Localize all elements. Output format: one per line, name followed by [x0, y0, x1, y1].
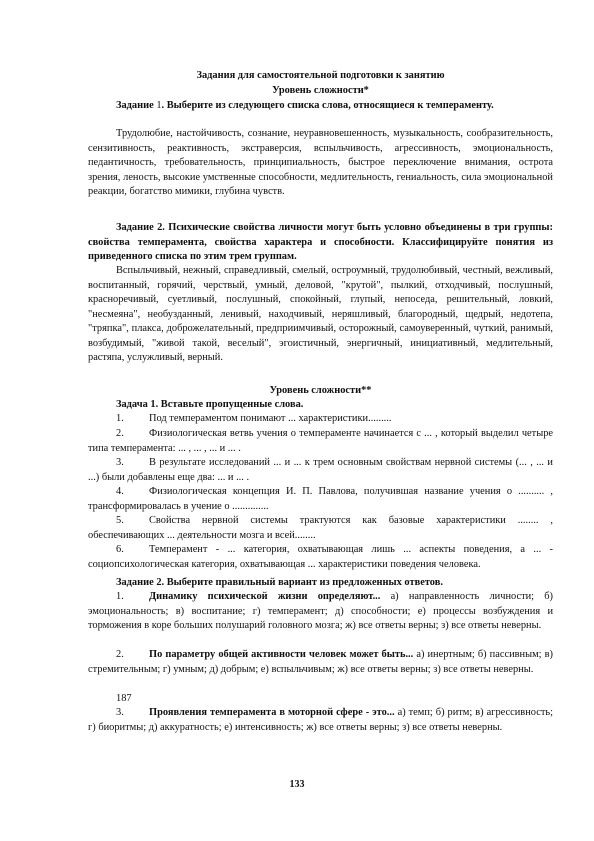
zadanie2-heading: Задание 2. Выберите правильный вариант из предложенных ответов.: [116, 577, 443, 588]
list-item: 2. По параметру общей активности человек может быть... а) инертным; б) пассивным; в) стремительным; г) умным; д) добрым; е) вспыльчивым; ж) все ответы верны; з) все ответы неверны.: [88, 649, 553, 675]
task1-heading: Задание 1. Выберите из следующего списка слова, относящиеся к темпераменту.: [116, 100, 494, 111]
page-title: Задания для самостоятельной подготовки к занятию: [196, 70, 445, 81]
task2-text: Вспыльчивый, нежный, справедливый, смелый, остроумный, трудолюбивый, честный, вежливый, воспитанный, горячий, черствый, умный, деловой, "крутой", пылкий, отходчивый, послушный, красноречивый, суетливый, послушный, спокойный, глупый, непоседа, решительный, ловкий, "несмеяна", необузданный, ленивый, находчивый, неряшливый, благородный, щедрый, недотепа, "тряпка", плакса, доброжелательный, предприимчивый, осторожный, самоуверенный, чуткий, ранимый, возбудимый, "живой такой, веселый", эгоистичный, энергичный, инициативный, медлительный, растяпа, услужливый, верный.: [88, 265, 553, 363]
list-item: 1. Динамику психической жизни определяют... а) направленность личности; б) эмоциональность; в) воспитание; г) темперамент; д) способности; е) процессы возбуждения и торможения в коре больших полушарий головного мозга; ж) все ответы верны; з) все ответы неверны.: [88, 591, 554, 631]
page-number: 133: [289, 779, 305, 790]
list-item: 5. Свойства нервной системы трактуются как базовые характеристики ........ , обеспечивающих ... деятельности мозга и всей........: [88, 515, 553, 541]
task1-text: Трудолюбие, настойчивость, сознание, неуравновешенность, музыкальность, сообразительность, сензитивность, реактивность, экстраверсия, вспыльчивость, агрессивность, эмоциональность, педантичность, требовательность, принципиальность, быстрое переключение внимания, острота зрения, леность, высокие умственные способности, медлительность, гениальность, сила эмоциональной реакции, богатство мимики, глубина чувств.: [88, 128, 553, 197]
list-item: 3. Проявления темперамента в моторной сфере - это... а) темп; б) ритм; в) агрессивность; г) биоритмы; д) аккуратность; е) интенсивность; ж) все ответы верны; з) все ответы неверны.: [88, 707, 553, 733]
task2-heading: Задание 2. Психические свойства личности могут быть условно объединены в три группы: свойства темперамента, свойства характера и способности. Классифицируйте понятия из приведенного списка по этим трем группам.: [88, 222, 553, 262]
stray-number: 187: [116, 693, 132, 704]
list-item: 2. Физиологическая ветвь учения о темпераменте начинается с ... , который выделил четыре типа темперамента: ... , ... , ... и ... .: [88, 428, 553, 454]
list-item: 4. Физиологическая концепция И. П. Павлова, получившая название учения о .......... , трансформировалась в учение о ..............: [88, 486, 553, 512]
level-heading-1: Уровень сложности*: [272, 85, 369, 96]
zadacha1-heading: Задача 1. Вставьте пропущенные слова.: [116, 399, 304, 410]
level-heading-2: Уровень сложности**: [269, 385, 372, 396]
list-item: 6. Темперамент - ... категория, охватывающая лишь ... аспекты поведения, а ... - социопсихологическая категория, охватывающая ... характеристики поведения человека.: [88, 544, 553, 570]
list-item: 3. В результате исследований ... и ... к трем основным свойствам нервной системы (... , ... и ...) были добавлены еще два: ... и ... .: [88, 457, 553, 483]
list-item: 1. Под темпераментом понимают ... характеристики.........: [116, 413, 392, 424]
